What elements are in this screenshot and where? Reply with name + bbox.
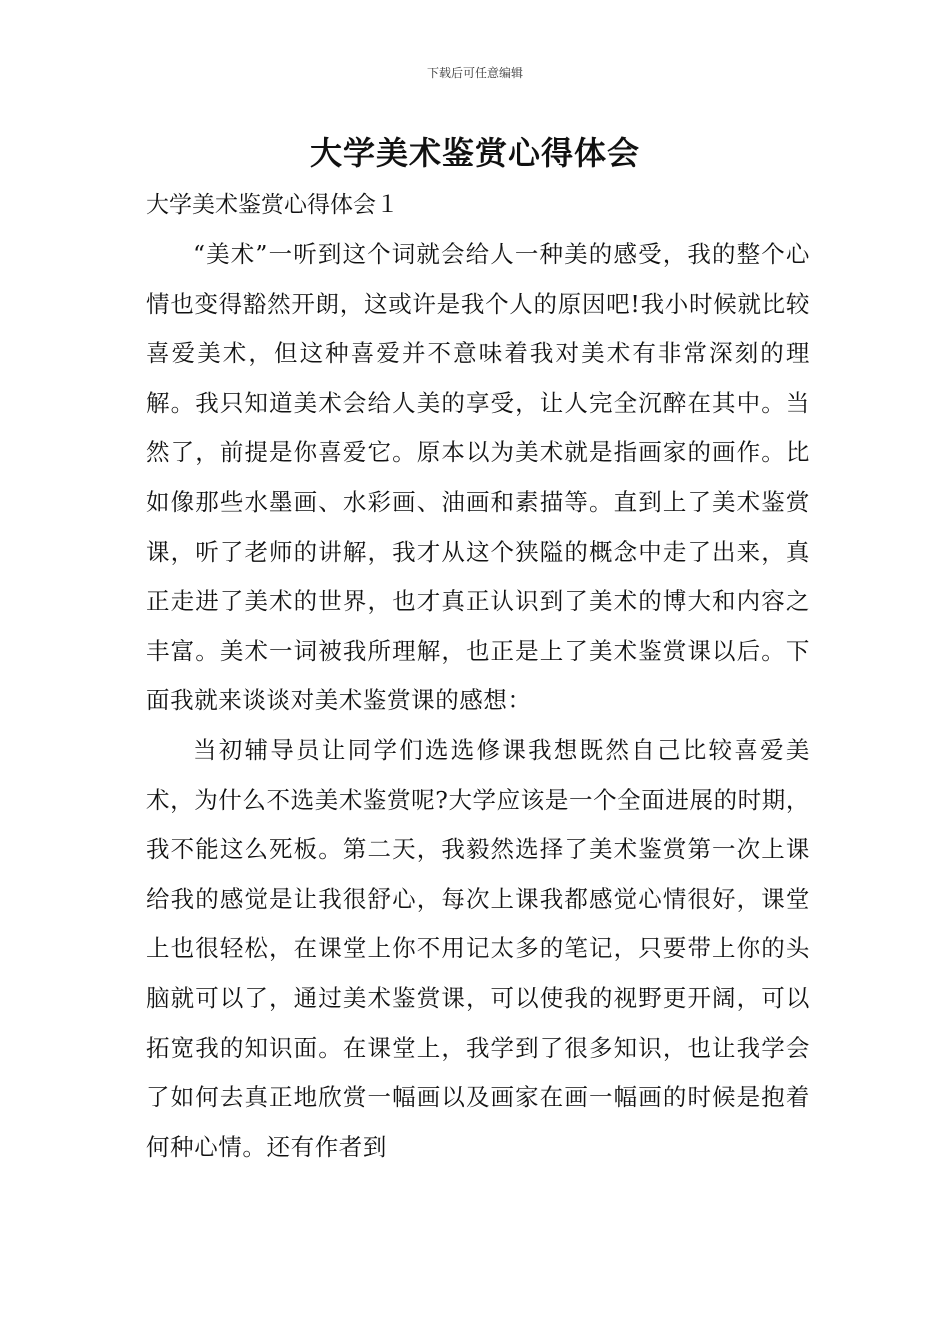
paragraph-1: “美术”一听到这个词就会给人一种美的感受，我的整个心情也变得豁然开朗，这或许是我个人的原因吧!我小时候就比较喜爱美术，但这种喜爱并不意味着我对美术有非常深刻的理解。我只知道美术会给人美的享受，让人完全沉醉在其中。当然了，前提是你喜爱它。原本以为美术就是指画家的画作。比如像那些水墨画、水彩画、油画和素描等。直到上了美术鉴赏课，听了老师的讲解，我才从这个狭隘的概念中走了出来，真正走进了美术的世界，也才真正认识到了美术的博大和内容之丰富。美术一词被我所理解，也正是上了美术鉴赏课以后。下面我就来谈谈对美术鉴赏课的感想： [146,240,810,715]
document-body [146,230,810,1172]
section-heading: 大学美术鉴赏心得体会１ [146,192,399,218]
document-title: 大学美术鉴赏心得体会 [309,134,640,172]
paragraph-2: 当初辅导员让同学们选选修课我想既然自己比较喜爱美术，为什么不选美术鉴赏呢?大学应该是一个全面进展的时期，我不能这么死板。第二天，我毅然选择了美术鉴赏第一次上课给我的感觉是让我很舒心，每次上课我都感觉心情很好，课堂上也很轻松，在课堂上你不用记太多的笔记，只要带上你的头脑就可以了，通过美术鉴赏课，可以使我的视野更开阔，可以拓宽我的知识面。在课堂上，我学到了很多知识，也让我学会了如何去真正地欣赏一幅画以及画家在画一幅画的时候是抱着何种心情。还有作者到 [146,735,810,1161]
header-note: 下载后可任意编辑 [426,66,523,80]
